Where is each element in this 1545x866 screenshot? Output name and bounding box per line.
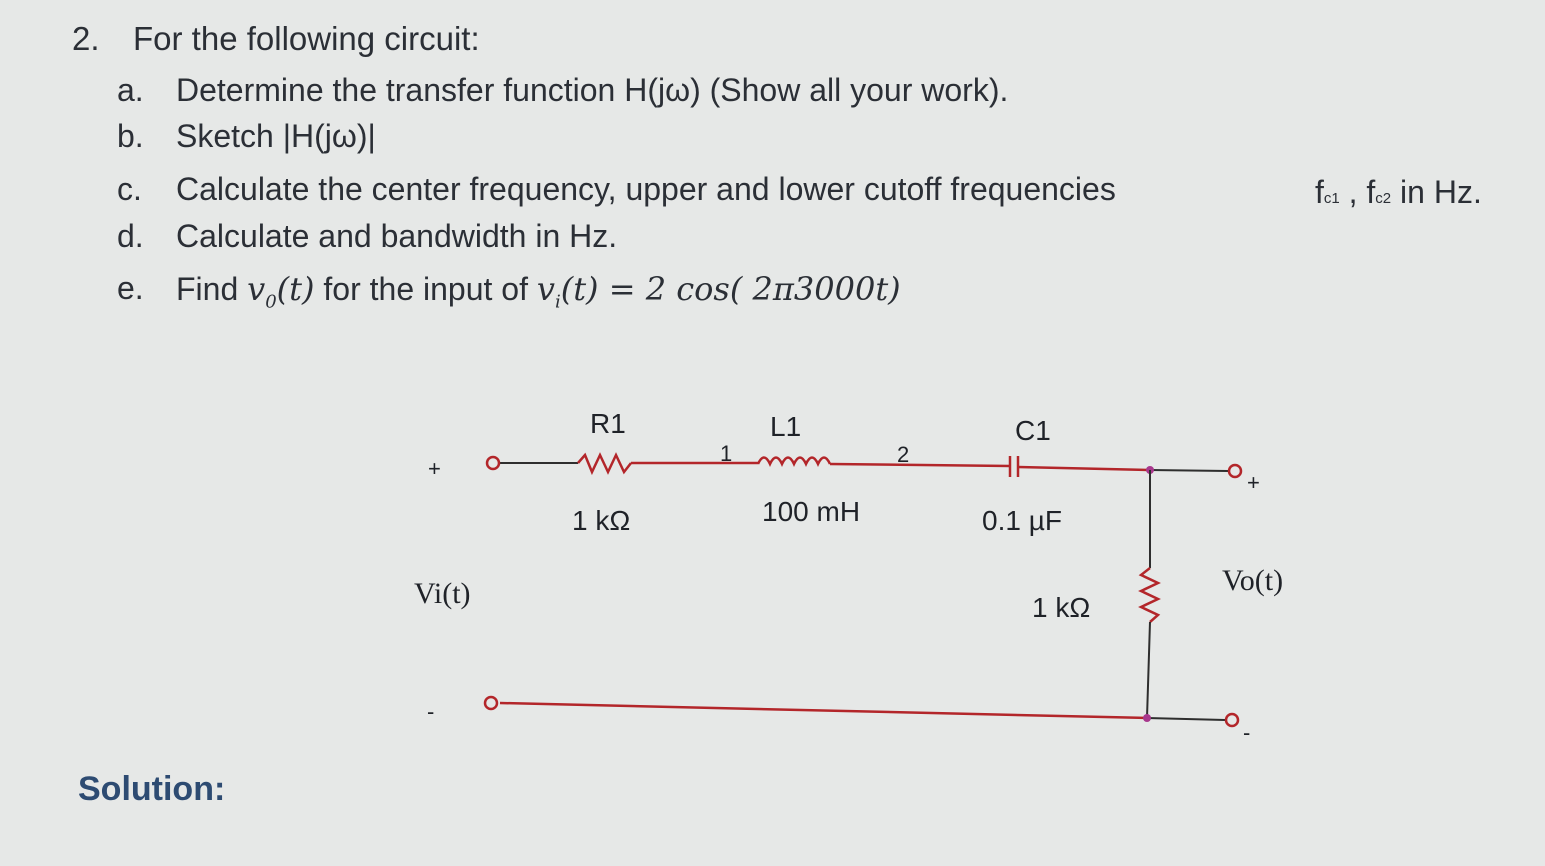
item-c-text: Calculate the center frequency, upper and lower cutoff frequencies bbox=[176, 171, 1116, 207]
item-b-text: Sketch |H(jω)| bbox=[176, 118, 376, 154]
l1-pin-2-label: 2 bbox=[897, 442, 910, 467]
item-a-letter: a. bbox=[117, 72, 144, 108]
resistor-r2 bbox=[1141, 568, 1158, 622]
output-terminal-positive bbox=[1229, 465, 1241, 477]
c1-name-label: C1 bbox=[1015, 415, 1051, 446]
solution-label: Solution: bbox=[78, 770, 226, 808]
wire-output-top bbox=[1150, 470, 1228, 471]
output-terminal-negative bbox=[1226, 714, 1238, 726]
output-voltage-symbol: $v_0(t)$ bbox=[247, 270, 315, 313]
resistor-r1 bbox=[578, 455, 631, 472]
l1-value-label: 100 mH bbox=[762, 496, 861, 527]
r1-value-label: 1 kΩ bbox=[572, 505, 631, 536]
node-bottom bbox=[1143, 714, 1151, 722]
item-c-letter: c. bbox=[117, 171, 142, 207]
wire-output-bottom bbox=[1147, 718, 1225, 720]
item-e-letter: e. bbox=[117, 270, 144, 306]
output-plus-sign: + bbox=[1247, 470, 1260, 495]
problem-heading: For the following circuit: bbox=[133, 20, 480, 57]
output-voltage-label: Vo(t) bbox=[1222, 564, 1284, 597]
input-voltage-expression: $v_i(t) = 2$ cos( 2π3000t) bbox=[536, 270, 901, 313]
input-voltage-label: Vi(t) bbox=[414, 577, 471, 610]
wire-r2-ground bbox=[1147, 622, 1150, 718]
wire-bottom bbox=[500, 703, 1147, 718]
input-terminal-positive bbox=[487, 457, 499, 469]
output-minus-sign: - bbox=[1243, 720, 1251, 745]
item-d-text: Calculate and bandwidth in Hz. bbox=[176, 218, 618, 254]
item-b-letter: b. bbox=[117, 118, 144, 154]
l1-pin-1-label: 1 bbox=[720, 441, 733, 466]
r2-value-label: 1 kΩ bbox=[1032, 592, 1091, 623]
problem-number: 2. bbox=[72, 20, 100, 57]
item-e-text: Find $v_0(t)$ for the input of $v_i(t) = 2$ cos( 2π3000t) bbox=[176, 270, 901, 313]
wire-c1-node bbox=[1018, 467, 1150, 470]
item-d-letter: d. bbox=[117, 218, 144, 254]
inductor-l1 bbox=[758, 458, 830, 465]
item-a-text: Determine the transfer function H(jω) (Show all your work). bbox=[176, 72, 1009, 108]
wire-l1-c1 bbox=[830, 464, 1010, 466]
input-terminal-negative bbox=[485, 697, 497, 709]
input-minus-sign: - bbox=[427, 699, 435, 724]
input-plus-sign: + bbox=[428, 456, 441, 481]
c1-value-label: 0.1 µF bbox=[982, 505, 1062, 536]
cutoff-note: fc1 , fc2 in Hz. bbox=[1315, 174, 1482, 210]
r1-name-label: R1 bbox=[590, 408, 626, 439]
l1-name-label: L1 bbox=[770, 411, 802, 442]
